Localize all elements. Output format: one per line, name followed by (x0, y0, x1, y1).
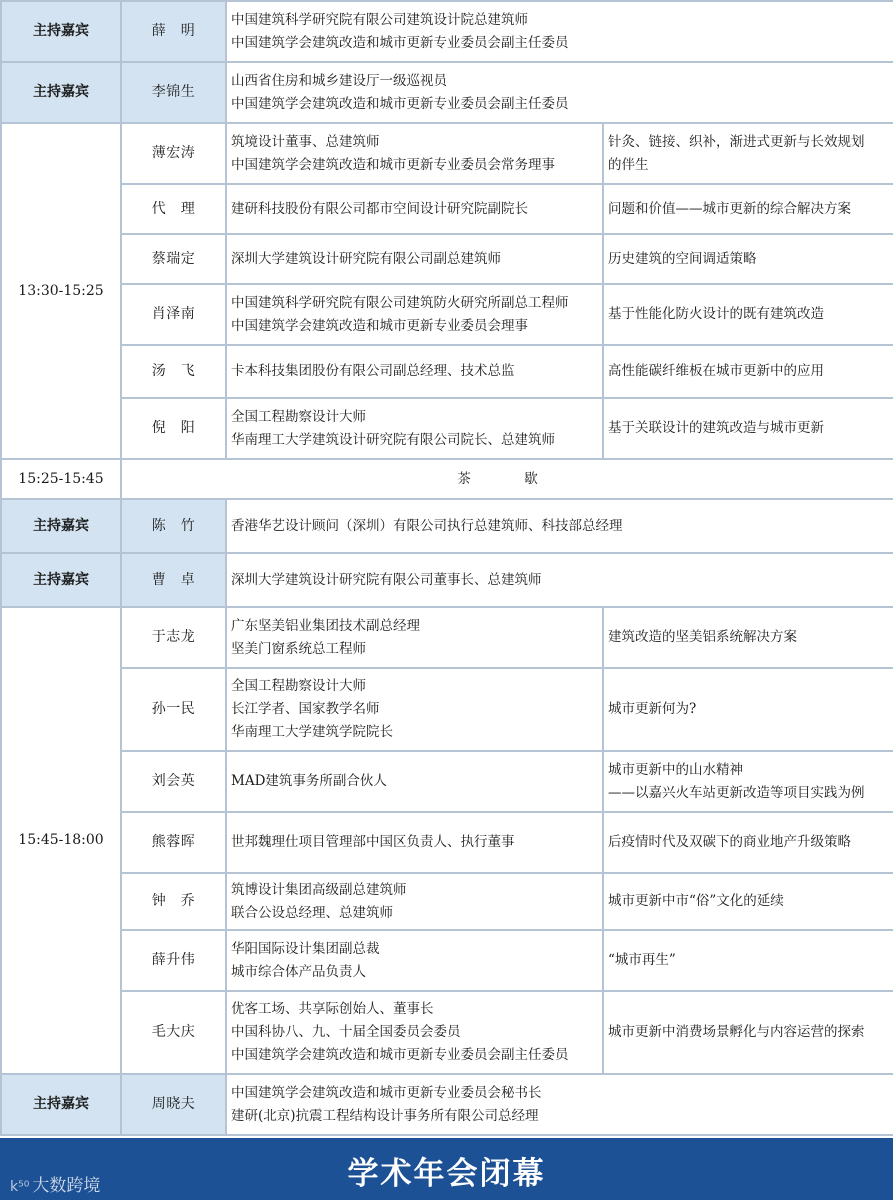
host-name: 李锦生 (121, 62, 226, 123)
talk-topic: 问题和价值——城市更新的综合解决方案 (603, 184, 893, 234)
talk-topic: 城市更新何为? (603, 668, 893, 751)
host-label: 主持嘉宾 (1, 553, 121, 607)
tea-break-label: 茶 歇 (121, 459, 893, 499)
speaker-name: 倪 阳 (121, 398, 226, 459)
host-name: 薛 明 (121, 1, 226, 62)
talk-row (1, 345, 893, 398)
speaker-name: 肖泽南 (121, 284, 226, 345)
talk-row (1, 184, 893, 234)
speaker-affiliation: 全国工程勘察设计大师 长江学者、国家教学名师 华南理工大学建筑学院院长 (226, 668, 603, 751)
speaker-name: 薄宏涛 (121, 123, 226, 184)
talk-topic: 城市更新中市“俗”文化的延续 (603, 873, 893, 930)
talk-row (1, 284, 893, 345)
host-label: 主持嘉宾 (1, 1, 121, 62)
host-affiliation: 山西省住房和城乡建设厅一级巡视员 中国建筑学会建筑改造和城市更新专业委员会副主任委员 (226, 62, 893, 123)
host-row (1, 499, 893, 553)
talk-topic: 历史建筑的空间调适策略 (603, 234, 893, 284)
speaker-affiliation: 卡本科技集团股份有限公司副总经理、技术总监 (226, 345, 603, 398)
speaker-affiliation: 世邦魏理仕项目管理部中国区负责人、执行董事 (226, 812, 603, 873)
talk-topic: 基于关联设计的建筑改造与城市更新 (603, 398, 893, 459)
talk-row (1, 607, 893, 668)
talk-topic: 城市更新中的山水精神 ——以嘉兴火车站更新改造等项目实践为例 (603, 751, 893, 812)
speaker-affiliation: 中国建筑科学研究院有限公司建筑防火研究所副总工程师 中国建筑学会建筑改造和城市更新专业委员会理事 (226, 284, 603, 345)
talk-row (1, 751, 893, 812)
speaker-affiliation: MAD建筑事务所副合伙人 (226, 751, 603, 812)
talk-topic: 针灸、链接、织补，渐进式更新与长效规划 的伴生 (603, 123, 893, 184)
talk-row (1, 123, 893, 184)
talk-topic: “城市再生” (603, 930, 893, 991)
speaker-affiliation: 优客工场、共享际创始人、董事长 中国科协八、九、十届全国委员会委员 中国建筑学会建筑改造和城市更新专业委员会副主任委员 (226, 991, 603, 1074)
talk-row (1, 873, 893, 930)
speaker-affiliation: 全国工程勘察设计大师 华南理工大学建筑设计研究院有限公司院长、总建筑师 (226, 398, 603, 459)
talk-topic: 高性能碳纤维板在城市更新中的应用 (603, 345, 893, 398)
watermark-text: 大数跨境 (32, 1176, 101, 1196)
speaker-name: 熊蓉晖 (121, 812, 226, 873)
talk-row (1, 991, 893, 1074)
speaker-affiliation: 筑博设计集团高级副总建筑师 联合公设总经理、总建筑师 (226, 873, 603, 930)
speaker-affiliation: 广东坚美铝业集团技术副总经理 坚美门窗系统总工程师 (226, 607, 603, 668)
speaker-name: 钟 乔 (121, 873, 226, 930)
speaker-name: 汤 飞 (121, 345, 226, 398)
watermark (10, 1171, 100, 1196)
host-label: 主持嘉宾 (1, 62, 121, 123)
session-time: 13:30-15:25 (1, 123, 121, 459)
host-affiliation: 深圳大学建筑设计研究院有限公司董事长、总建筑师 (226, 553, 893, 607)
host-label: 主持嘉宾 (1, 1074, 121, 1135)
speaker-name: 刘会英 (121, 751, 226, 812)
speaker-name: 孙一民 (121, 668, 226, 751)
speaker-affiliation: 华阳国际设计集团副总裁 城市综合体产品负责人 (226, 930, 603, 991)
host-row (1, 1074, 893, 1135)
host-affiliation: 香港华艺设计顾问（深圳）有限公司执行总建筑师、科技部总经理 (226, 499, 893, 553)
tea-break-row (1, 459, 893, 499)
talk-topic: 城市更新中消费场景孵化与内容运营的探索 (603, 991, 893, 1074)
session-time: 15:45-18:00 (1, 607, 121, 1074)
talk-row (1, 930, 893, 991)
speaker-affiliation: 建研科技股份有限公司都市空间设计研究院副院长 (226, 184, 603, 234)
host-affiliation: 中国建筑科学研究院有限公司建筑设计院总建筑师 中国建筑学会建筑改造和城市更新专业委员会副主任委员 (226, 1, 893, 62)
watermark-logo-icon: k⁵⁰ (10, 1179, 30, 1195)
closing-title: 学术年会闭幕 (347, 1156, 546, 1192)
host-row (1, 553, 893, 607)
talk-row (1, 812, 893, 873)
speaker-name: 于志龙 (121, 607, 226, 668)
host-row (1, 62, 893, 123)
host-affiliation: 中国建筑学会建筑改造和城市更新专业委员会秘书长 建研(北京)抗震工程结构设计事务所有限公司总经理 (226, 1074, 893, 1135)
host-label: 主持嘉宾 (1, 499, 121, 553)
speaker-name: 代 理 (121, 184, 226, 234)
host-name: 曹 卓 (121, 553, 226, 607)
speaker-affiliation: 深圳大学建筑设计研究院有限公司副总建筑师 (226, 234, 603, 284)
speaker-affiliation: 筑境设计董事、总建筑师 中国建筑学会建筑改造和城市更新专业委员会常务理事 (226, 123, 603, 184)
talk-topic: 基于性能化防火设计的既有建筑改造 (603, 284, 893, 345)
host-row (1, 1, 893, 62)
speaker-name: 蔡瑞定 (121, 234, 226, 284)
closing-banner (0, 1138, 893, 1200)
talk-topic: 建筑改造的坚美铝系统解决方案 (603, 607, 893, 668)
host-name: 周晓夫 (121, 1074, 226, 1135)
talk-topic: 后疫情时代及双碳下的商业地产升级策略 (603, 812, 893, 873)
talk-row (1, 398, 893, 459)
talk-row (1, 234, 893, 284)
tea-break-time: 15:25-15:45 (1, 459, 121, 499)
host-name: 陈 竹 (121, 499, 226, 553)
speaker-name: 薛升伟 (121, 930, 226, 991)
talk-row (1, 668, 893, 751)
speaker-name: 毛大庆 (121, 991, 226, 1074)
